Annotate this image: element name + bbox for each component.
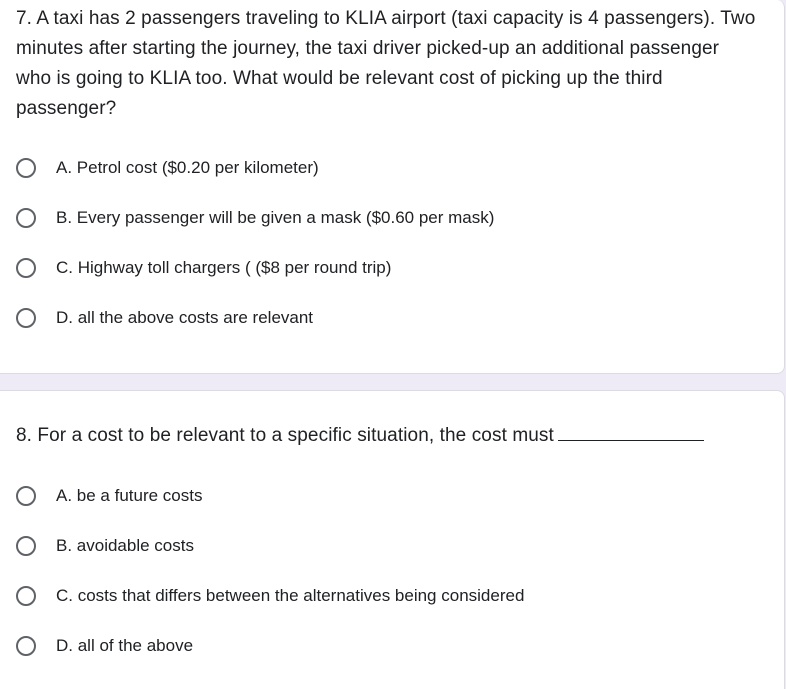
q8-option-c-label: C. costs that differs between the alternatives being considered [56,586,525,605]
question-card-8 [0,390,785,689]
q7-option-c-label: C. Highway toll chargers ( ($8 per round trip) [56,258,392,277]
radio-button-icon[interactable] [16,636,36,656]
question-7-title: 7. A taxi has 2 passengers traveling to KLIA airport (taxi capacity is 4 passengers). Two minutes after starting the journey, the taxi driver picked-up an additional passenger who is going to KLIA too. What would be relevant cost of picking up the third passenger? [16,8,756,119]
q7-option-d-label: D. all the above costs are relevant [56,308,314,327]
radio-button-icon[interactable] [16,486,36,506]
question-8-title [16,421,756,451]
radio-button-icon[interactable] [16,308,36,328]
q8-option-d[interactable] [16,632,193,660]
q7-option-b-label: B. Every passenger will be given a mask ($0.60 per mask) [56,208,495,227]
q7-option-a-label: A. Petrol cost ($0.20 per kilometer) [56,158,319,177]
q7-option-b[interactable] [16,204,494,232]
q8-option-a[interactable] [16,482,202,510]
radio-button-icon[interactable] [16,536,36,556]
q7-option-c[interactable] [16,254,391,282]
q8-option-a-label: A. be a future costs [56,486,203,505]
q8-option-b-label: B. avoidable costs [56,536,194,555]
answer-blank-line [558,439,704,441]
q7-option-d[interactable] [16,304,313,332]
radio-button-icon[interactable] [16,208,36,228]
radio-button-icon[interactable] [16,586,36,606]
radio-button-icon[interactable] [16,258,36,278]
q7-option-a[interactable] [16,154,319,182]
radio-button-icon[interactable] [16,158,36,178]
question-8-text: 8. For a cost to be relevant to a specific situation, the cost must [16,425,554,446]
q8-option-b[interactable] [16,532,194,560]
q8-option-d-label: D. all of the above [56,636,194,655]
q8-option-c[interactable] [16,582,524,610]
